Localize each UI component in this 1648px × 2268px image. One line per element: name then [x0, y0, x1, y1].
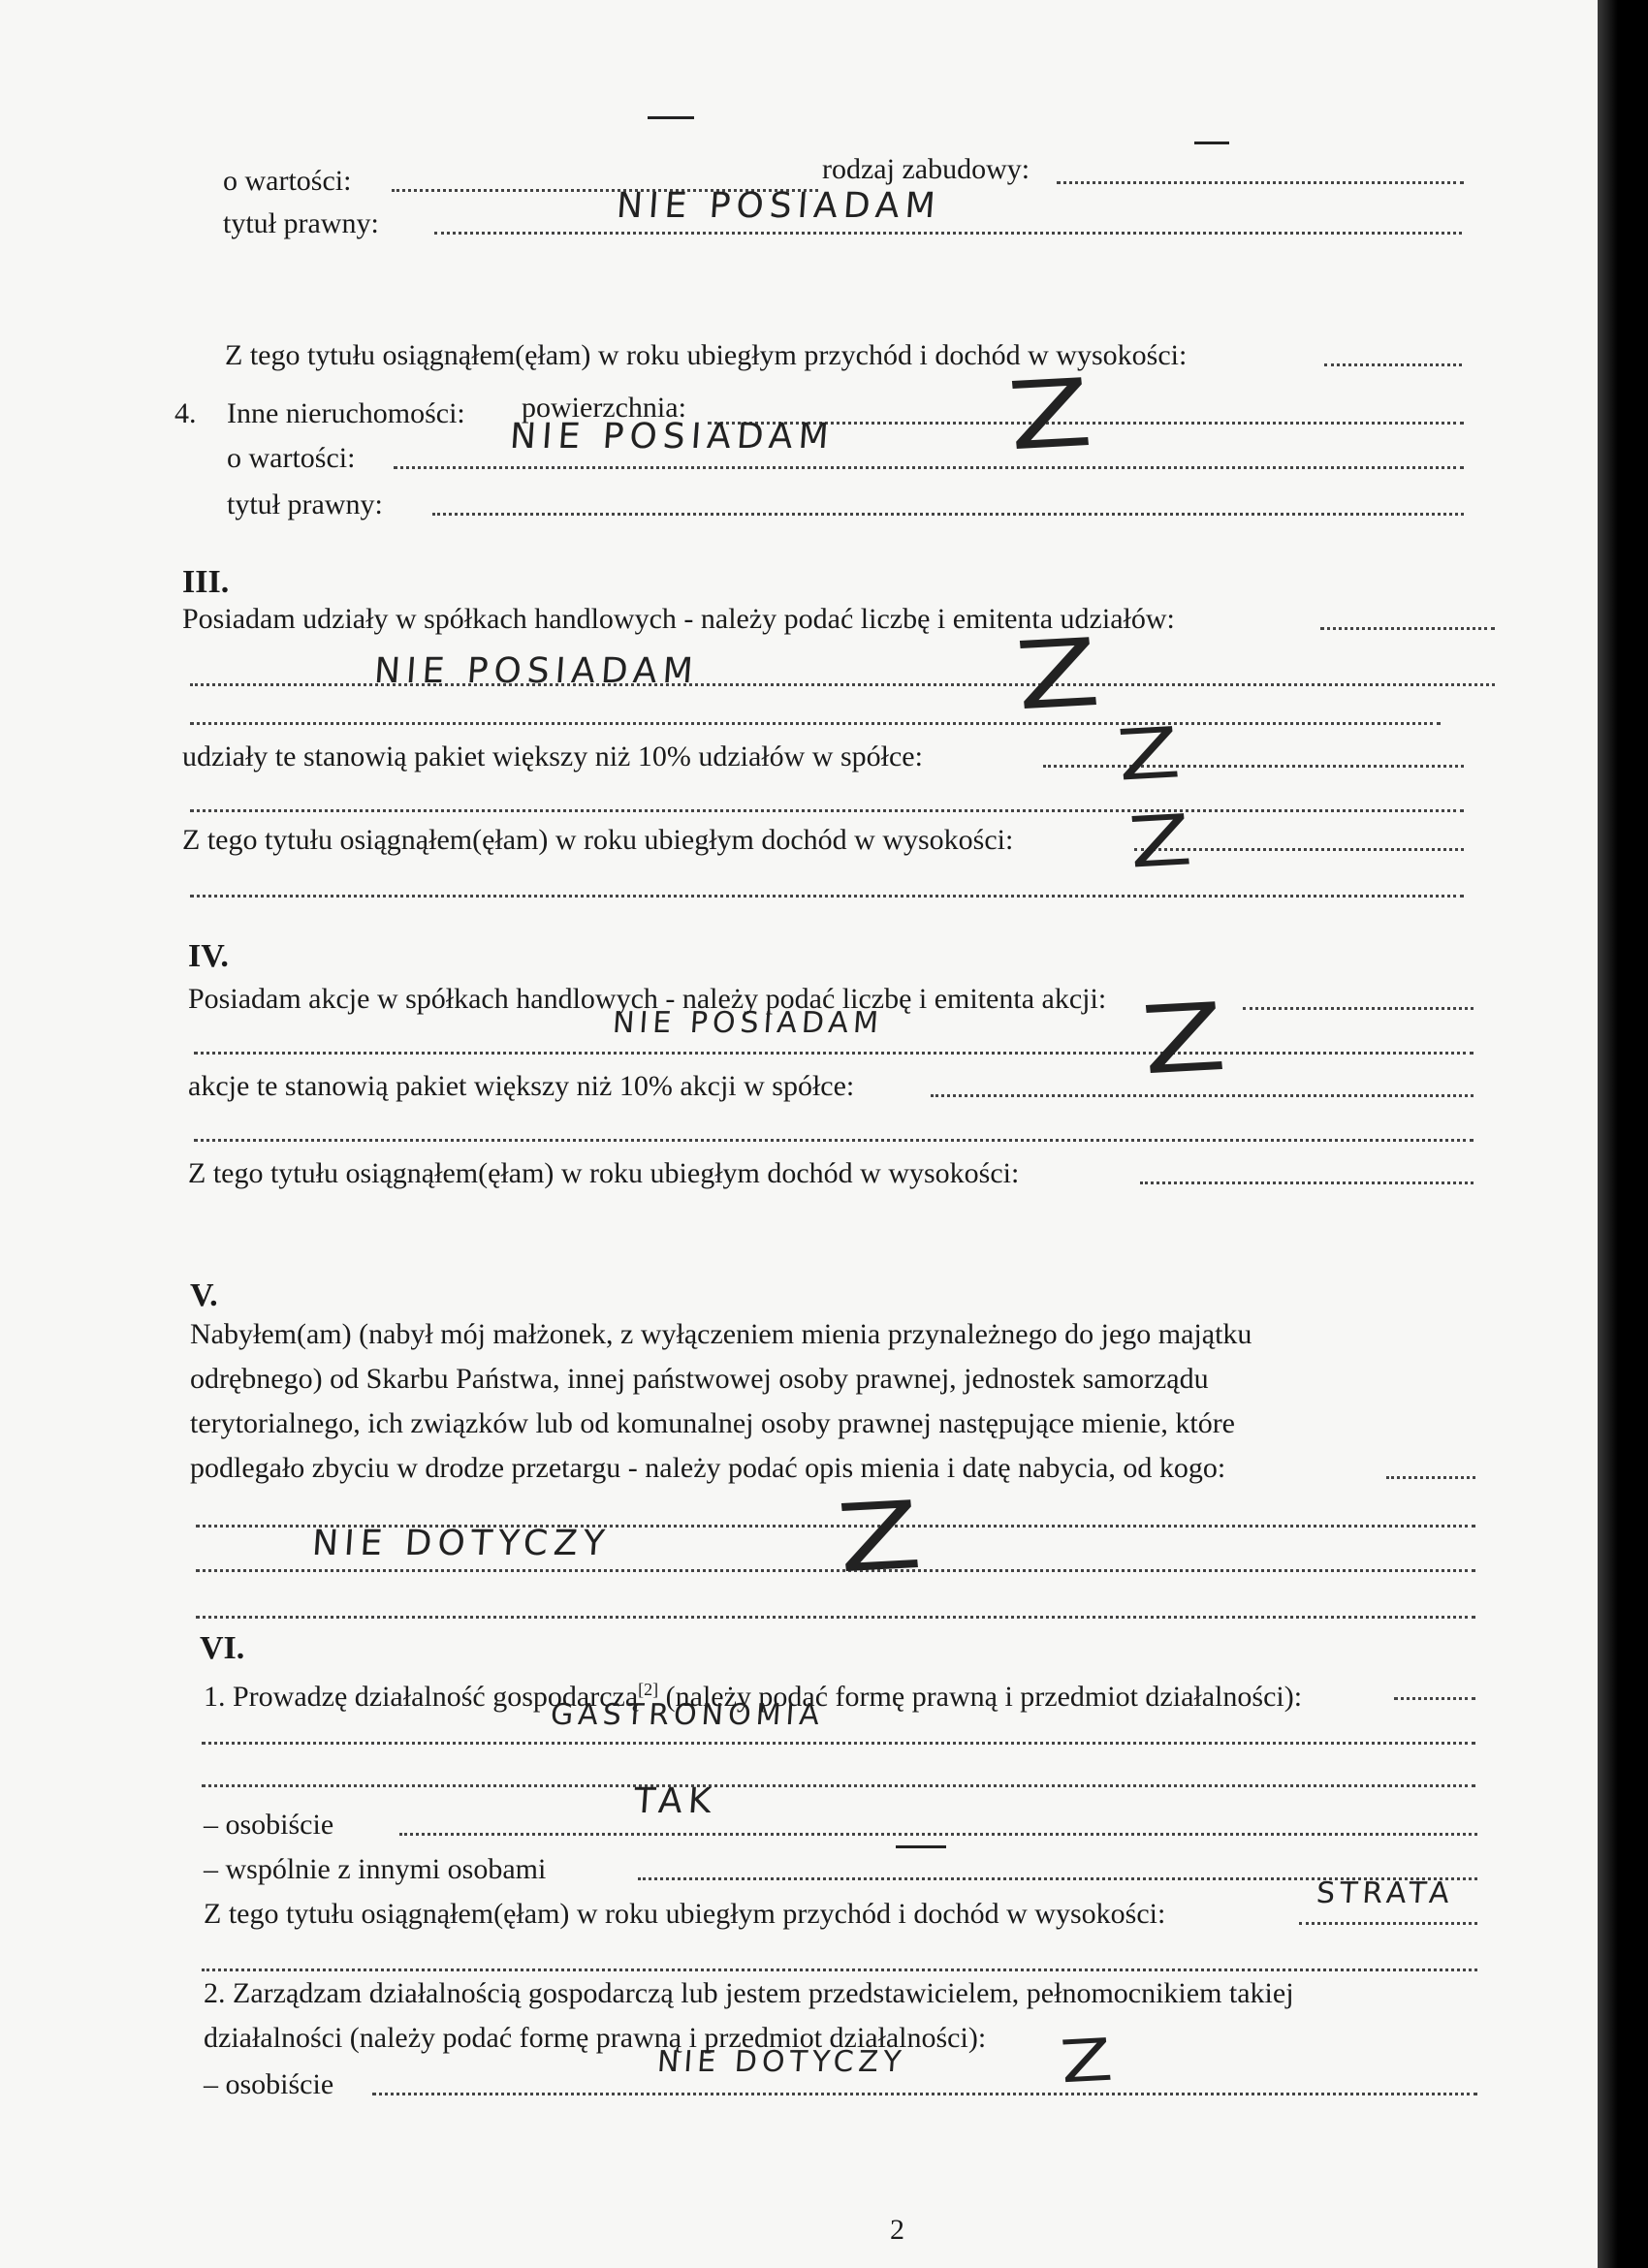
building-type-field: [1057, 155, 1464, 192]
item4-value-label: o wartości:: [227, 442, 356, 474]
sec6-jointly-label: – wspólnie z innymi osobami: [204, 1853, 547, 1885]
handwritten-z-mark: Z: [1057, 2026, 1116, 2097]
handwritten-not-owned: NIE POSIADAM: [615, 186, 943, 226]
sec5-text-line-1: Nabyłem(am) (nabył mój małżonek, z wyłączeniem mienia przynależnego do jego majątku: [190, 1318, 1252, 1350]
handwritten-not-applicable: NIE DOTYCZY: [655, 2045, 907, 2079]
footnote-marker: [2]: [638, 1680, 659, 1699]
sec2-income-field: [1324, 337, 1462, 374]
sec4-stocks-field: [1243, 981, 1474, 1018]
item4-title-label: tytuł prawny:: [227, 488, 383, 520]
handwritten-not-owned: NIE POSIADAM: [611, 1006, 885, 1040]
handwritten-not-owned: NIE POSIADAM: [372, 651, 701, 691]
sec3-income-label: Z tego tytułu osiągnąłem(ęłam) w roku ubiegłym dochód w wysokości:: [182, 824, 1014, 856]
scanner-edge: [1598, 0, 1648, 2268]
section-3-heading: III.: [182, 564, 230, 600]
value-label: o wartości:: [223, 165, 352, 197]
section-5-heading: V.: [190, 1277, 218, 1313]
sec6-income-line: [202, 1942, 1477, 1979]
sec3-package-field: [1043, 739, 1464, 775]
sec5-line-3: [196, 1590, 1475, 1626]
handwritten-not-applicable: NIE DOTYCZY: [310, 1524, 613, 1563]
sec6-item1-text: 1. Prowadzę działalność gospodarczą: [204, 1681, 639, 1713]
item4-number: 4.: [174, 397, 197, 429]
handwritten-z-mark: Z: [1137, 982, 1230, 1096]
sec3-shares-label: Posiadam udziały w spółkach handlowych - należy podać liczbę i emitenta udziałów:: [182, 603, 1175, 635]
handwritten-loss: STRATA: [1315, 1876, 1455, 1910]
sec4-package-field: [931, 1068, 1474, 1105]
sec4-income-label: Z tego tytułu osiągnąłem(ęłam) w roku ubiegłym dochód w wysokości:: [188, 1157, 1020, 1189]
legal-title-label: tytuł prawny:: [223, 207, 379, 239]
sec6-personally2-field: [372, 2066, 1477, 2103]
item4-label: Inne nieruchomości:: [227, 397, 465, 429]
handwritten-dash: [896, 1845, 946, 1848]
section-4-heading: IV.: [188, 938, 229, 974]
sec3-shares-line-2: [190, 696, 1441, 733]
handwritten-not-owned: NIE POSIADAM: [508, 417, 837, 457]
sec4-package-line: [194, 1113, 1474, 1150]
sec6-item1-line-2: [202, 1758, 1475, 1795]
handwritten-dash: [1194, 142, 1229, 144]
handwritten-z-mark: Z: [1113, 711, 1184, 797]
sec4-income-field: [1140, 1155, 1474, 1192]
sec5-text-line-4: podlegało zbyciu w drodze przetargu - należy podać opis mienia i datę nabycia, od kogo:: [190, 1452, 1226, 1484]
sec5-desc-field: [1386, 1450, 1475, 1487]
handwritten-z-mark: Z: [1011, 617, 1104, 732]
sec6-personally-field: [399, 1807, 1477, 1843]
section-6-heading: VI.: [200, 1630, 245, 1666]
sec6-item1-field: [1394, 1671, 1475, 1708]
page-number: 2: [890, 2214, 904, 2246]
sec4-package-label: akcje te stanowią pakiet większy niż 10% akcji w spółce:: [188, 1070, 855, 1102]
handwritten-yes: TAK: [632, 1781, 718, 1821]
sec6-personally2-label: – osobiście: [204, 2068, 334, 2100]
sec2-income-label: Z tego tytułu osiągnąłem(ęłam) w roku ubiegłym przychód i dochód w wysokości:: [225, 339, 1188, 371]
sec5-text-line-3: terytorialnego, ich związków lub od komunalnej osoby prawnej następujące mienie, które: [190, 1407, 1235, 1439]
sec6-item2-line-1: 2. Zarządzam działalnością gospodarczą lub jestem przedstawicielem, pełnomocnikiem takiej: [204, 1977, 1294, 2009]
sec3-shares-field: [1320, 601, 1495, 638]
sec6-income-label: Z tego tytułu osiągnąłem(ęłam) w roku ubiegłym przychód i dochód w wysokości:: [204, 1898, 1166, 1930]
handwritten-dash: [648, 116, 694, 119]
sec6-item1-line-1: [202, 1716, 1475, 1752]
sec4-stocks-label: Posiadam akcje w spółkach handlowych - należy podać liczbę i emitenta akcji:: [188, 983, 1107, 1015]
sec3-package-line: [190, 783, 1464, 820]
sec6-item1-rest: (należy podać formę prawną i przedmiot działalności):: [658, 1681, 1303, 1713]
handwritten-z-mark: Z: [1125, 799, 1195, 884]
building-type-label: rodzaj zabudowy:: [822, 153, 1030, 185]
sec6-personally-label: – osobiście: [204, 1809, 334, 1841]
sec6-item2-line-2: działalności (należy podać formę prawną i przedmiot działalności):: [204, 2022, 987, 2054]
handwritten-z-mark: Z: [833, 1480, 926, 1594]
sec3-income-line: [190, 868, 1464, 905]
legal-title-field: [434, 205, 1462, 242]
handwritten-z-mark: Z: [1003, 358, 1096, 472]
item4-area-label: powierzchnia:: [522, 392, 686, 424]
sec5-text-line-2: odrębnego) od Skarbu Państwa, innej państwowej osoby prawnej, jednostek samorządu: [190, 1363, 1209, 1395]
item4-title-field: [432, 487, 1464, 523]
sec3-package-label: udziały te stanowią pakiet większy niż 10% udziałów w spółce:: [182, 740, 923, 772]
handwritten-business-type: GASTRONOMIA: [549, 1698, 826, 1732]
